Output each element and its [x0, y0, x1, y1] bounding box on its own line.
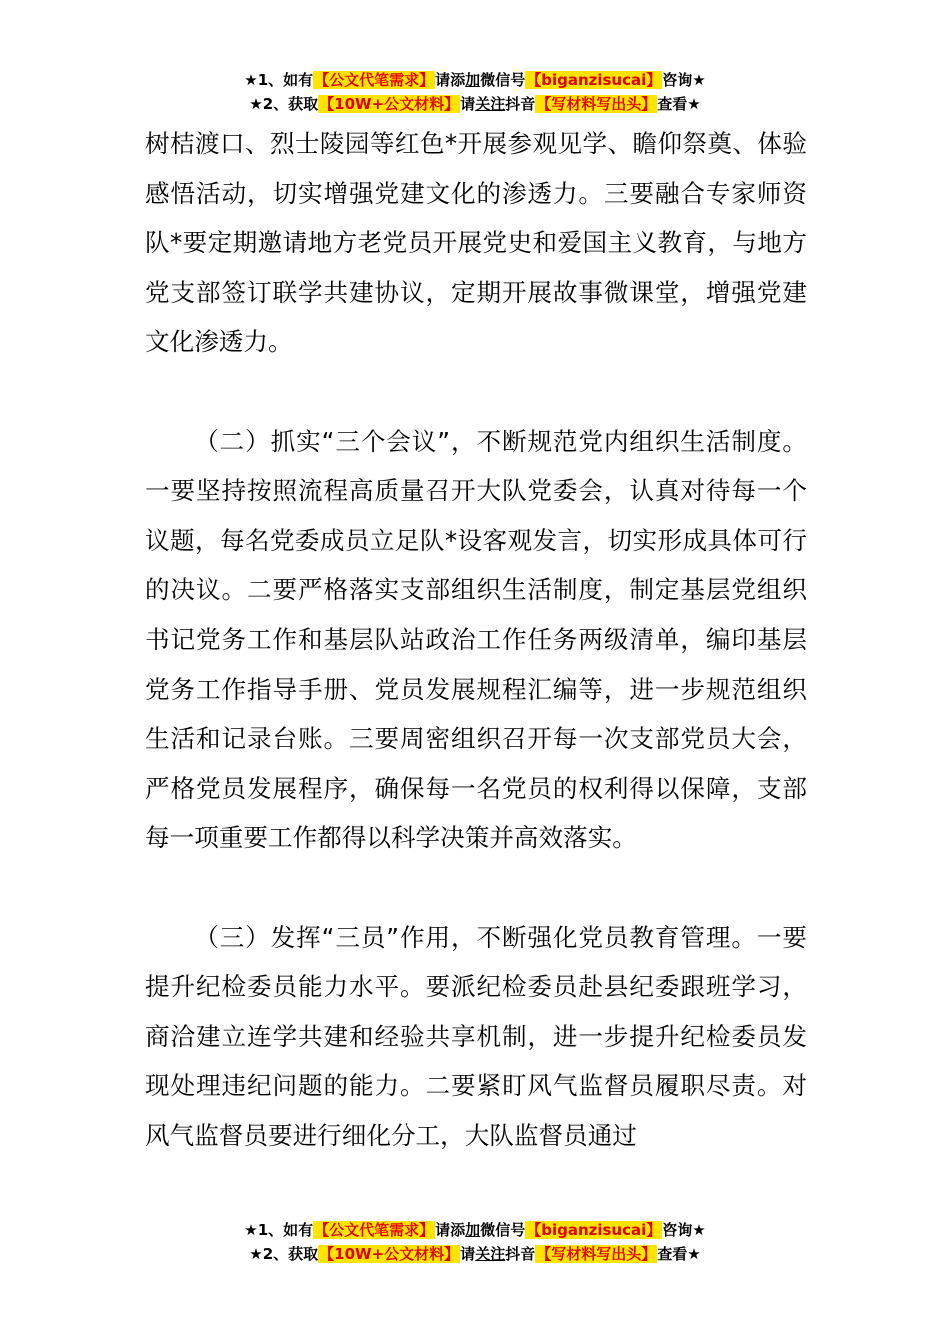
banner-text: 咨询 [662, 71, 693, 89]
header-banner [0, 68, 950, 116]
footer-banner-line-2 [0, 1242, 950, 1266]
header-banner-line-1 [0, 68, 950, 92]
banner-text: 咨询 [662, 1221, 693, 1239]
banner-text: 1、如有 [257, 71, 314, 89]
banner-text: 关注 [475, 95, 506, 113]
footer-banner-line-1 [0, 1218, 950, 1242]
banner-text: 微信号 [480, 1221, 526, 1239]
star-icon: ★ [244, 71, 258, 89]
banner-highlight: 【10W+公文材料】 [319, 1245, 460, 1263]
star-icon: ★ [687, 1245, 701, 1263]
banner-highlight: 【写材料写出头】 [536, 1245, 657, 1263]
banner-highlight: 【biganzisucai】 [526, 1221, 662, 1239]
paragraph-1: 树桔渡口、烈士陵园等红色*开展参观见学、瞻仰祭奠、体验感悟活动，切实增强党建文化的渗透力。三要融合专家师资队*要定期邀请地方老党员开展党史和爱国主义教育，与地方党支部签订联学共建协议，定期开展故事微课堂，增强党建文化渗透力。 [145, 129, 807, 357]
banner-text: 请 [460, 95, 476, 113]
banner-text: 查看 [657, 95, 688, 113]
banner-text: 请添 [435, 1221, 466, 1239]
banner-highlight: 【公文代笔需求】 [314, 71, 435, 89]
paragraph-2: （二）抓实“三个会议”，不断规范党内组织生活制度。一要坚持按照流程高质量召开大队党委会，认真对待每一个议题，每名党委成员立足队*设客观发言，切实形成具体可行的决议。二要严格落实支部组织生活制度，制定基层党组织书记党务工作和基层队站政治工作任务两级清单，编印基层党务工作指导手册、党员发展规程汇编等，进一步规范组织生活和记录台账。三要周密组织召开每一次支部党员大会，严格党员发展程序，确保每一名党员的权利得以保障，支部每一项重要工作都得以科学决策并高效落实。 [145, 426, 807, 853]
banner-highlight: 【公文代笔需求】 [314, 1221, 435, 1239]
banner-highlight: 【10W+公文材料】 [319, 95, 460, 113]
banner-highlight: 【写材料写出头】 [536, 95, 657, 113]
paragraph-spacer [145, 863, 807, 913]
banner-text: 抖音 [505, 95, 536, 113]
header-banner-line-2 [0, 92, 950, 116]
banner-text: 请 [460, 1245, 476, 1263]
paragraph-spacer [145, 367, 807, 417]
footer-banner [0, 1218, 950, 1266]
banner-text: 加 [465, 1221, 481, 1239]
document-body [145, 119, 807, 1160]
banner-highlight: 【biganzisucai】 [526, 71, 662, 89]
star-icon: ★ [244, 1221, 258, 1239]
star-icon: ★ [692, 1221, 706, 1239]
star-icon: ★ [692, 71, 706, 89]
paragraph-3: （三）发挥“三员”作用，不断强化党员教育管理。一要提升纪检委员能力水平。要派纪检委员赴县纪委跟班学习，商洽建立连学共建和经验共享机制，进一步提升纪检委员发现处理违纪问题的能力。二要紧盯风气监督员履职尽责。对风气监督员要进行细化分工，大队监督员通过 [145, 922, 807, 1150]
banner-text: 抖音 [505, 1245, 536, 1263]
star-icon: ★ [249, 95, 263, 113]
star-icon: ★ [249, 1245, 263, 1263]
star-icon: ★ [687, 95, 701, 113]
banner-text: 1、如有 [257, 1221, 314, 1239]
banner-text: 2、获取 [262, 1245, 319, 1263]
banner-text: 2、获取 [262, 95, 319, 113]
banner-text: 请添 [435, 71, 466, 89]
banner-text: 微信号 [480, 71, 526, 89]
banner-text: 关注 [475, 1245, 506, 1263]
banner-text: 查看 [657, 1245, 688, 1263]
banner-text: 加 [465, 71, 481, 89]
